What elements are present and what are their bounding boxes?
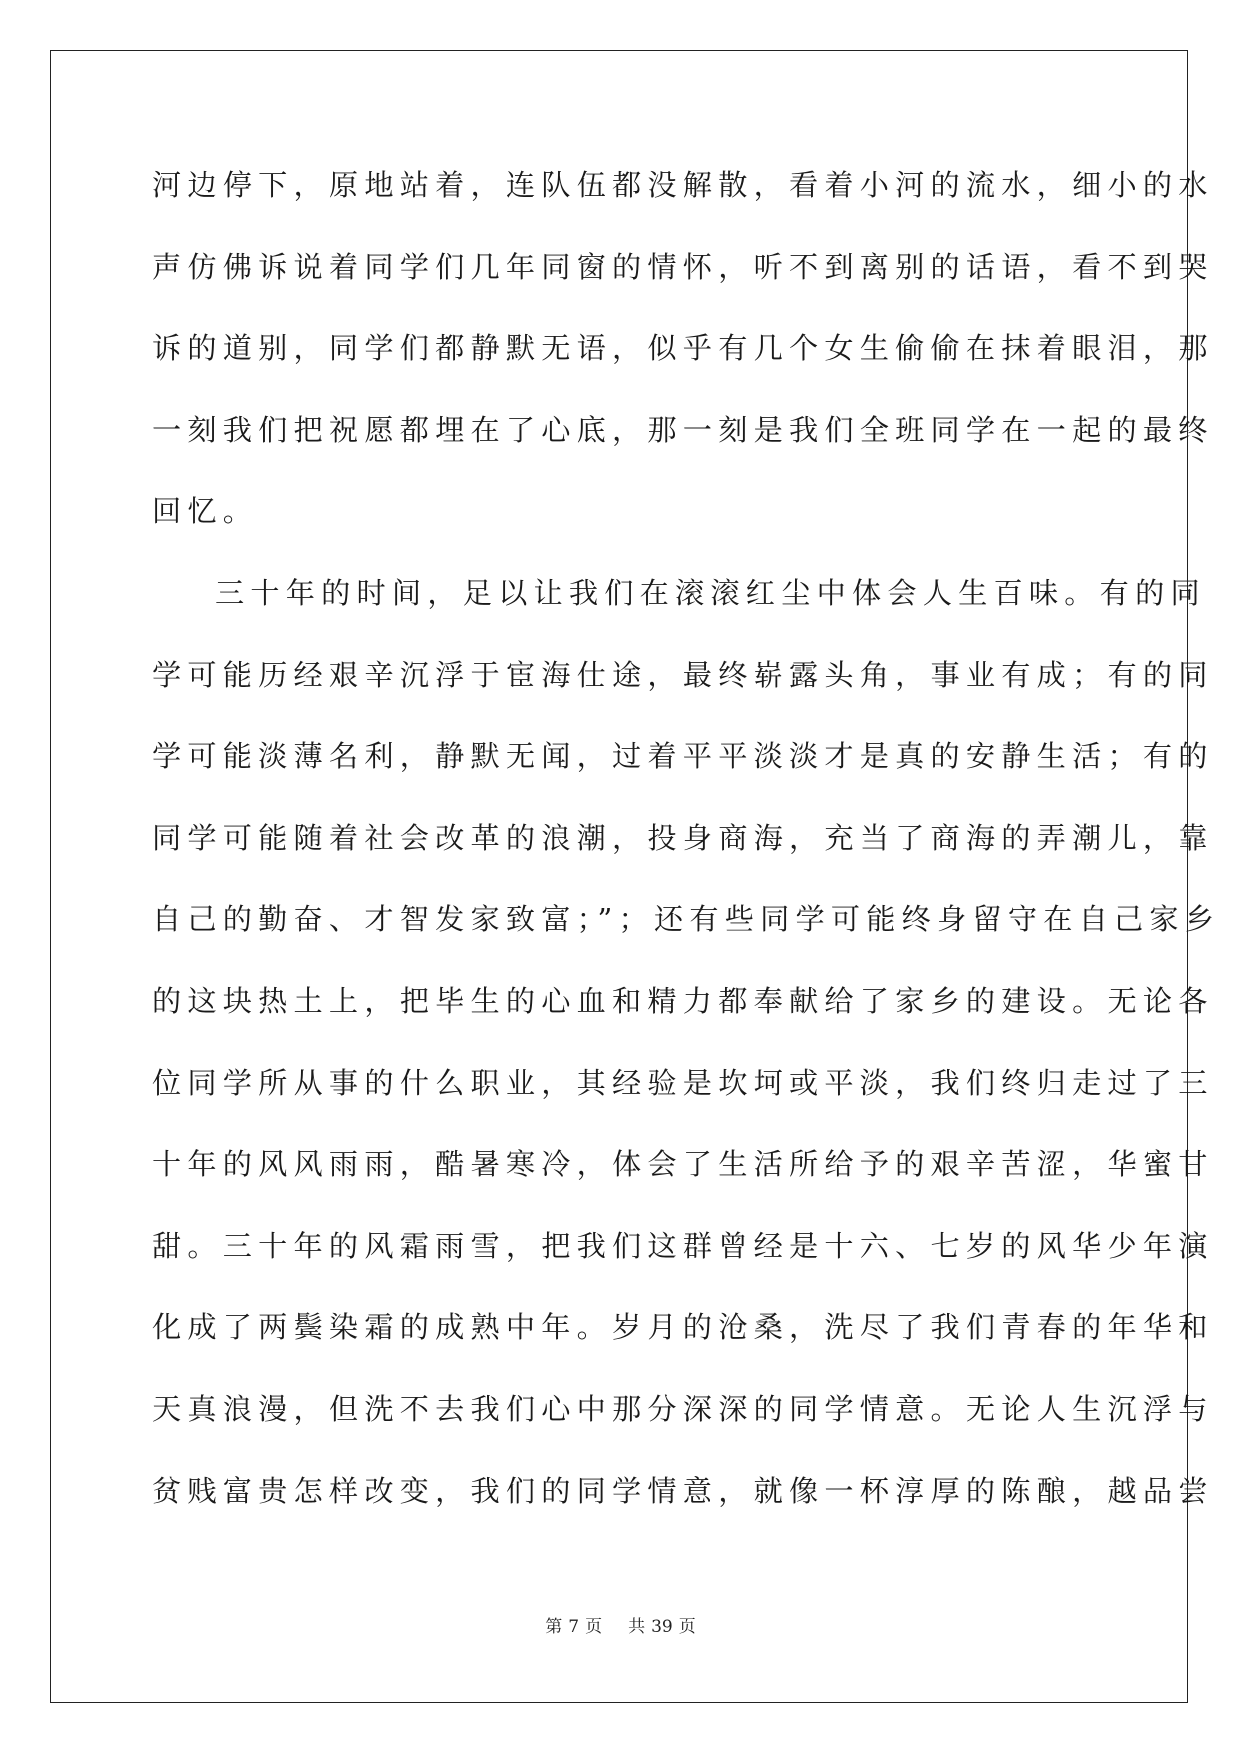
page-prefix: 第 bbox=[545, 1617, 563, 1637]
text-line: 诉的道别，同学们都静默无语，似乎有几个女生偷偷在抹着眼泪，那 bbox=[152, 331, 1214, 366]
text-line: 十年的风风雨雨，酷暑寒冷，体会了生活所给予的艰辛苦涩，华蜜甘 bbox=[152, 1147, 1214, 1182]
text-line: 甜。三十年的风霜雨雪，把我们这群曾经是十六、七岁的风华少年演 bbox=[152, 1228, 1214, 1263]
page-suffix: 页 bbox=[585, 1617, 603, 1637]
text-line: 声仿佛诉说着同学们几年同窗的情怀，听不到离别的话语，看不到哭 bbox=[152, 249, 1214, 284]
text-line: 天真浪漫，但洗不去我们心中那分深深的同学情意。无论人生沉浮与 bbox=[152, 1391, 1214, 1426]
text-line: 同学可能随着社会改革的浪潮，投身商海，充当了商海的弄潮儿，靠 bbox=[152, 820, 1214, 855]
text-line: 学可能历经艰辛沉浮于宦海仕途，最终崭露头角，事业有成；有的同 bbox=[152, 657, 1214, 692]
text-line: 位同学所从事的什么职业，其经验是坎坷或平淡，我们终归走过了三 bbox=[152, 1065, 1214, 1100]
page-number-footer bbox=[0, 1612, 1241, 1637]
text-line-paragraph-start: 三十年的时间，足以让我们在滚滚红尘中体会人生百味。有的同 bbox=[215, 575, 1206, 610]
text-line: 学可能淡薄名利，静默无闻，过着平平淡淡才是真的安静生活；有的 bbox=[152, 739, 1214, 774]
total-suffix: 页 bbox=[678, 1617, 696, 1637]
total-prefix: 共 bbox=[628, 1617, 646, 1637]
page-current: 7 bbox=[568, 1617, 580, 1637]
page-total: 39 bbox=[651, 1617, 673, 1637]
text-line: 一刻我们把祝愿都埋在了心底，那一刻是我们全班同学在一起的最终 bbox=[152, 412, 1214, 447]
text-line: 河边停下，原地站着，连队伍都没解散，看着小河的流水，细小的水 bbox=[152, 168, 1214, 202]
text-line: 自己的勤奋、才智发家致富；”；还有些同学可能终身留守在自己家乡 bbox=[152, 902, 1221, 937]
text-line: 回忆。 bbox=[152, 494, 259, 529]
body-text bbox=[152, 161, 1221, 1548]
text-line: 的这块热土上，把毕生的心血和精力都奉献给了家乡的建设。无论各 bbox=[152, 983, 1214, 1018]
text-line: 贫贱富贵怎样改变，我们的同学情意，就像一杯淳厚的陈酿，越品尝 bbox=[152, 1473, 1214, 1508]
text-line: 化成了两鬓染霜的成熟中年。岁月的沧桑，洗尽了我们青春的年华和 bbox=[152, 1310, 1214, 1345]
